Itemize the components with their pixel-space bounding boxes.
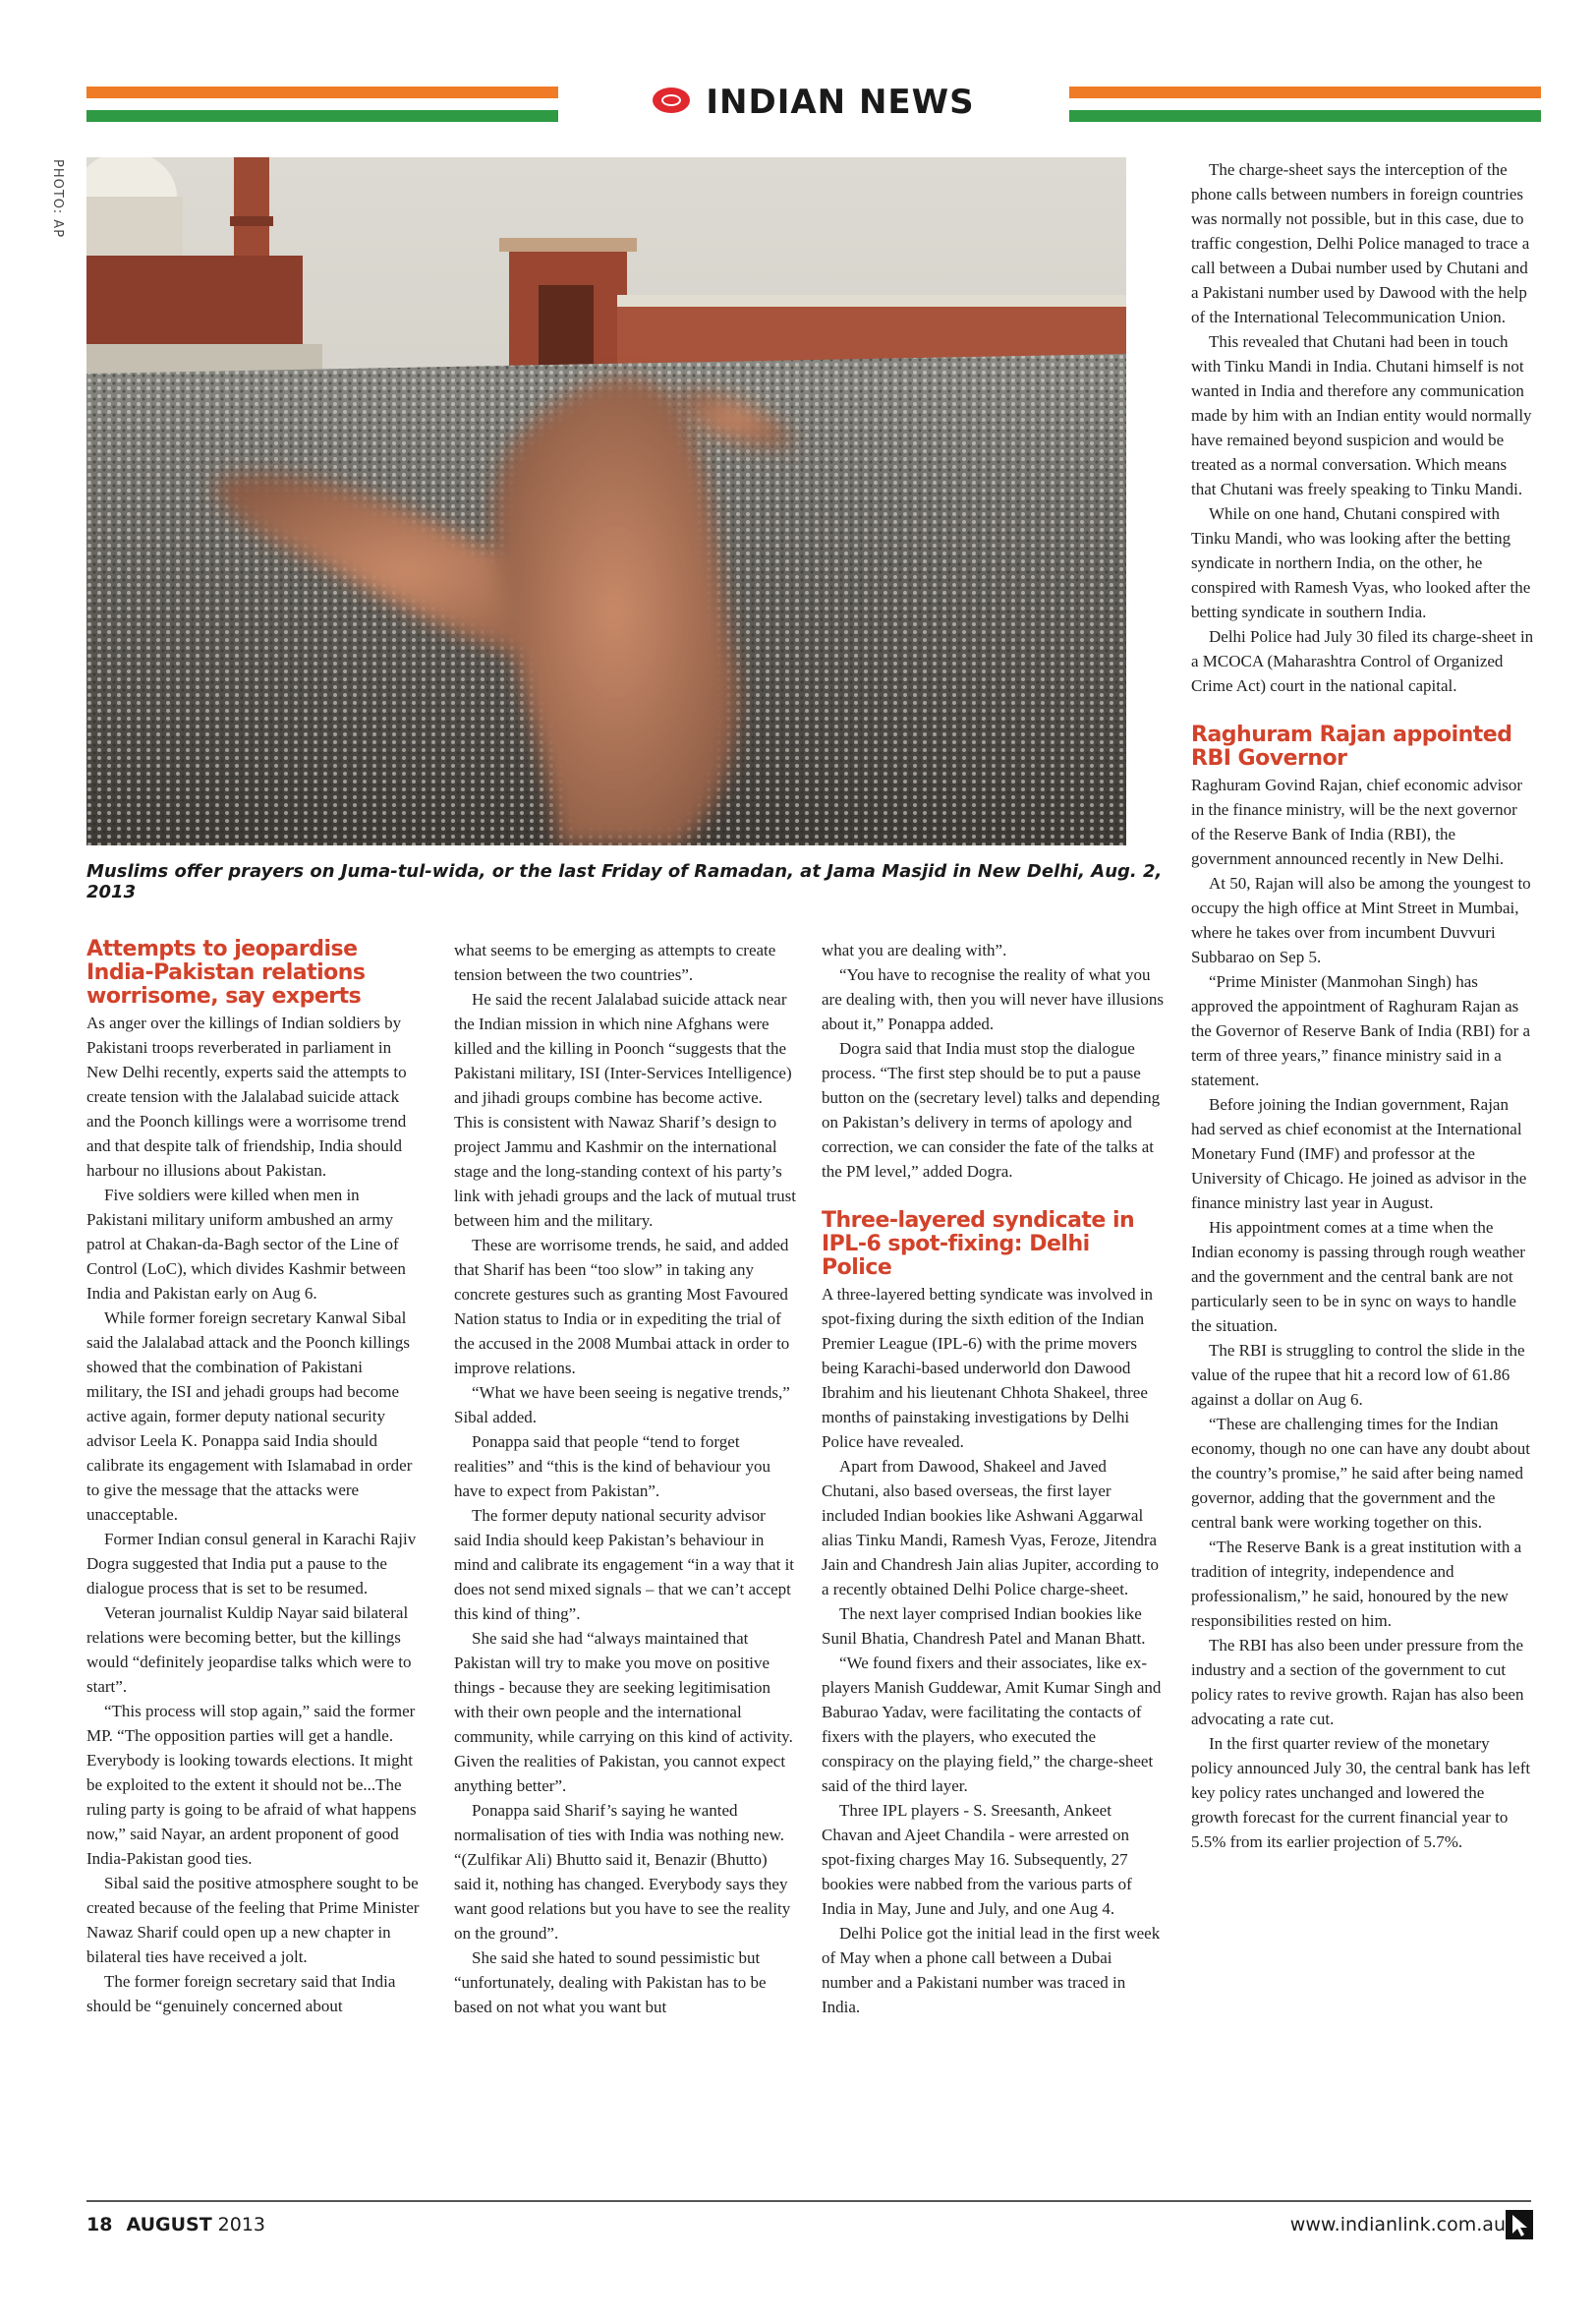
article-paragraph: what you are dealing with”. [822,941,1007,959]
article-paragraph: The former deputy national security advisor said India should keep Pakistan’s behaviour in mind and calibrate its engagement “in a way that it does not send mixed signals – that we can’t accept this kind of thing”. [454,1506,795,1623]
footer-month: AUGUST [126,2214,212,2235]
article-paragraph: “You have to recognise the reality of what you are dealing with, then you will never have illusions about it,” Ponappa added. [822,965,1164,1033]
footer-url[interactable]: www.indianlink.com.au [1289,2214,1506,2235]
article-paragraph: While former foreign secretary Kanwal Sibal said the Jalalabad attack and the Poonch killings showed that the combination of Pakistani military, the ISI and jehadi groups had become active again, former deputy national security advisor Leela K. Ponappa said India should calibrate its engagement with Islamabad in order to give the message that the attacks were unacceptable. [86,1308,413,1524]
headline-india-pakistan: Attempts to jeopardise India-Pakistan relations worrisome, say experts [86,937,366,1009]
article-paragraph: The RBI is struggling to control the slide in the value of the rupee that hit a record low of 61.86 against a dollar on Aug 6. [1191,1341,1525,1409]
article-paragraph: At 50, Rajan will also be among the youngest to occupy the high office at Mint Street in Mumbai, where he takes over from incumbent Duvvuri Subbarao on Sep 5. [1191,874,1531,966]
prayer-photo-illustration [86,157,1126,845]
article-paragraph: As anger over the killings of Indian soldiers by Pakistani troops reverberated in parliament in New Delhi recently, experts said the attempts to create tension with the Jalalabad suicide attack and the Poonch killings were a worrisome trend and that despite talk of friendship, India should harbour no illusions about Pakistan. [86,1014,407,1180]
article-paragraph: “These are challenging times for the Indian economy, though no one can have any doubt about the country’s promise,” he said after being named governor, adding that the government and the central bank were working together on this. [1191,1415,1530,1532]
article-paragraph: The next layer comprised Indian bookies like Sunil Bhatia, Chandresh Patel and Manan Bhatt. [822,1604,1146,1648]
tricolour-stripe-right [1069,87,1541,122]
article-paragraph: Apart from Dawood, Shakeel and Javed Chutani, also based overseas, the first layer included Indian bookies like Ashwani Aggarwal alias Tinku Mandi, Ramesh Vyas, Feroze, Jitendra Jain and Chandresh Jain alias Jupiter, according to a recently obtained Delhi Police charge-sheet. [822,1457,1160,1598]
page-number: 18 [86,2214,113,2235]
news-photo [86,157,1126,845]
column-1 [86,938,421,2018]
article-paragraph: His appointment comes at a time when the Indian economy is passing through rough weather and the government and the central bank are not particularly seen to be in sync on ways to handle the situation. [1191,1218,1525,1335]
article-paragraph: Veteran journalist Kuldip Nayar said bilateral relations were becoming better, but the killings would “definitely jeopardise talks which were to start”. [86,1603,412,1696]
article-paragraph: Dogra said that India must stop the dialogue process. “The first step should be to put a pause button on the (secretary level) talks and depending on Pakistan’s delivery in terms of apology and correction, we can consider the fate of the talks at the PM level,” added Dogra. [822,1039,1161,1181]
article-paragraph: These are worrisome trends, he said, and added that Sharif has been “too slow” in taking any concrete gestures such as granting Most Favoured Nation status to India or in expediting the trial of the accused in the 2008 Mumbai attack in order to improve relations. [454,1236,790,1377]
article-paragraph: Raghuram Govind Rajan, chief economic advisor in the finance ministry, will be the next governor of the Reserve Bank of India (RBI), the government announced recently in New Delhi. [1191,776,1523,868]
article-paragraph: Before joining the Indian government, Rajan had served as chief economist at the International Monetary Fund (IMF) and professor at the University of Chicago. He joined as advisor in the finance ministry last year in August. [1191,1095,1527,1212]
footer-year: 2013 [217,2214,266,2235]
article-paragraph: While on one hand, Chutani conspired with Tinku Mandi, who was looking after the betting syndicate in northern India, on the other, he conspired with Ramesh Vyas, who looked after the betting syndicate in southern India. [1191,504,1531,621]
article-paragraph: The former foreign secretary said that India should be “genuinely concerned about [86,1972,396,2015]
article-paragraph: “What we have been seeing is negative trends,” Sibal added. [454,1383,790,1426]
article-paragraph: Delhi Police got the initial lead in the first week of May when a phone call between a Dubai number and a Pakistani number was traced in India. [822,1924,1161,2016]
article-paragraph: Five soldiers were killed when men in Pakistani military uniform ambushed an army patrol at Chakan-da-Bagh sector of the Line of Control (LoC), which divides Kashmir between India and Pakistan early on Aug 6. [86,1186,406,1303]
section-header [86,83,1541,130]
column-4 [1191,157,1535,1854]
article-paragraph: She said she had “always maintained that Pakistan will try to make you move on positive things - because they are seeking legitimisation with their own people and the international community, while carrying on this kind of activity. Given the realities of Pakistan, you cannot expect anything better”. [454,1629,793,1795]
photo-credit: PHOTO: AP [50,159,65,239]
article-paragraph: In the first quarter review of the monetary policy announced July 30, the central bank has left key policy rates unchanged and lowered the growth forecast for the current financial year to 5.5% from its earlier projection of 5.7%. [1191,1734,1531,1851]
article-paragraph: A three-layered betting syndicate was involved in spot-fixing during the sixth edition of the Indian Premier League (IPL-6) with the prime movers being Karachi-based underworld don Dawood Ibrahim and his lieutenant Chhota Shakeel, three months of painstaking investigations by Delhi Police have revealed. [822,1285,1154,1451]
section-title-text: INDIAN NEWS [706,83,975,122]
photo-caption: Muslims offer prayers on Juma-tul-wida, or the last Friday of Ramadan, at Jama Masjid in New Delhi, Aug. 2, 2013 [86,861,1163,902]
headline-ipl-spot-fixing: Three-layered syndicate in IPL-6 spot-fixing: Delhi Police [822,1208,1135,1280]
arrow-glyph [1506,2210,1533,2239]
article-paragraph: Ponappa said Sharif’s saying he wanted normalisation of ties with India was nothing new. “(Zulfikar Ali) Bhutto said it, Benazir (Bhutto) said it, nothing has changed. Everybody says they want good relations but you have to see the reality on the ground”. [454,1801,791,1943]
headline-rajan-rbi: Raghuram Rajan appointed RBI Governor [1191,723,1512,771]
article-paragraph: The RBI has also been under pressure from the industry and a section of the government to cut policy rates to revive growth. Rajan has also been advocating a rate cut. [1191,1636,1524,1728]
cursor-arrow-icon [1506,2210,1533,2239]
article-paragraph: He said the recent Jalalabad suicide attack near the Indian mission in which nine Afghans were killed and the killing in Poonch “suggests that the Pakistani military, ISI (Inter-Services Intelligence) and jihadi groups combine has become active. This is consistent with Nawaz Sharif’s design to project Jammu and Kashmir on the international stage and the long-standing context of his party’s link with jehadi groups and the lack of mutual trust between him and the military. [454,990,796,1230]
article-paragraph: Former Indian consul general in Karachi Rajiv Dogra suggested that India put a pause to the dialogue process that is set to be resumed. [86,1530,417,1597]
article-paragraph: “We found fixers and their associates, like ex-players Manish Guddewar, Amit Kumar Singh and Baburao Yadav, were facilitating the contacts of fixers with the players, who executed the conspiracy on the playing field,” the charge-sheet said of the third layer. [822,1654,1162,1795]
article-paragraph: This revealed that Chutani had been in touch with Tinku Mandi in India. Chutani himself is not wanted in India and therefore any communication made by him with an Indian entity would normally have remained beyond suspicion and would be treated as a normal conversation. Which means that Chutani was freely speaking to Tinku Mandi. [1191,332,1532,498]
column-3 [822,938,1164,2019]
article-paragraph: “Prime Minister (Manmohan Singh) has approved the appointment of Raghuram Rajan as the Governor of Reserve Bank of India (RBI) for a term of three years,” finance ministry said in a statement. [1191,972,1531,1089]
article-paragraph: Three IPL players - S. Sreesanth, Ankeet Chavan and Ajeet Chandila - were arrested on spot-fixing charges May 16. Subsequently, 27 bookies were nabbed from the various parts of India in May, June and July, and one Aug 4. [822,1801,1132,1918]
article-paragraph: Delhi Police had July 30 filed its charge-sheet in a MCOCA (Maharashtra Control of Organized Crime Act) court in the national capital. [1191,627,1534,695]
column-2 [454,938,796,2019]
article-paragraph: Sibal said the positive atmosphere sought to be created because of the feeling that Prime Minister Nawaz Sharif could open up a new chapter in bilateral ties have received a jolt. [86,1874,420,1966]
article-paragraph: Ponappa said that people “tend to forget realities” and “this is the kind of behaviour you have to expect from Pakistan”. [454,1432,770,1500]
footer-divider [86,2200,1531,2202]
footer-page-info [86,2214,265,2235]
article-paragraph: She said she hated to sound pessimistic but “unfortunately, dealing with Pakistan has to be based on not what you want but [454,1948,767,2016]
logo-icon [653,87,690,113]
article-paragraph: “This process will stop again,” said the former MP. “The opposition parties will get a handle. Everybody is looking towards elections. It might be exploited to the extent it should not be...The ruling party is going to be afraid of what happens now,” said Nayar, an ardent proponent of good India-Pakistan good ties. [86,1702,417,1868]
article-paragraph: “The Reserve Bank is a great institution with a tradition of integrity, independence and professionalism,” he said, honoured by the new responsibilities rested on him. [1191,1538,1522,1630]
article-paragraph: what seems to be emerging as attempts to create tension between the two countries”. [454,941,776,984]
article-paragraph: The charge-sheet says the interception of the phone calls between numbers in foreign countries was normally not possible, but in this case, due to traffic congestion, Delhi Police managed to trace a call between a Dubai number used by Chutani and a Pakistani number used by Dawood with the help of the International Telecommunication Union. [1191,160,1530,326]
